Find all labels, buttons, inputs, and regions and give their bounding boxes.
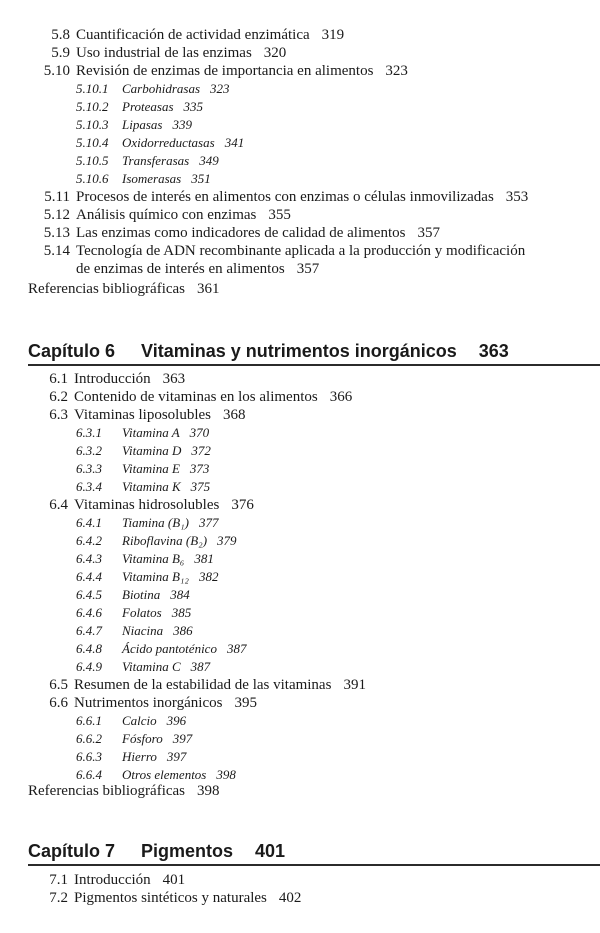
entry-page: 401 (162, 872, 186, 888)
entry-page: 357 (296, 261, 320, 277)
toc-subentry (76, 550, 214, 568)
entry-number: 6.4.1 (76, 515, 102, 530)
toc-subentry (76, 532, 237, 550)
toc-entry (28, 44, 286, 62)
entry-title: Vitamina B₁₂ (122, 569, 189, 584)
entry-title: Procesos de interés en alimentos con enzimas o células inmovilizadas (76, 189, 494, 205)
entry-number: 6.4.7 (76, 623, 102, 638)
entry-page: 397 (172, 731, 193, 746)
entry-page: 319 (321, 27, 345, 43)
references-line-ch5 (28, 280, 220, 298)
toc-subentry (76, 460, 209, 478)
entry-title: Vitaminas liposolubles (74, 407, 212, 423)
toc-subentry (76, 98, 203, 116)
toc-entry (28, 62, 408, 80)
entry-title: Vitamina D (122, 443, 182, 458)
entry-title: Vitamina K (122, 479, 181, 494)
entry-title: Vitamina C (122, 659, 181, 674)
toc-entry (28, 694, 257, 712)
entry-title: Ácido pantoténico (122, 641, 217, 656)
toc-subentry (76, 152, 219, 170)
toc-subentry (76, 748, 186, 766)
entry-number: 6.3.1 (76, 425, 102, 440)
entry-page: 395 (234, 695, 257, 711)
entry-title: Biotina (122, 587, 161, 602)
references-title: Referencias bibliográficas (28, 783, 186, 799)
entry-number: 6.6.1 (76, 713, 102, 728)
entry-page: 323 (385, 63, 408, 79)
entry-page: 381 (194, 551, 214, 566)
entry-page: 377 (199, 515, 219, 530)
entry-title: Folatos (122, 605, 162, 620)
toc-subentry (76, 712, 186, 730)
entry-page: 355 (268, 207, 291, 223)
entry-title: Niacina (122, 623, 164, 638)
entry-number: 5.10.6 (76, 171, 109, 186)
entry-title: de enzimas de interés en alimentos (76, 261, 285, 277)
entry-page: 320 (263, 45, 287, 61)
entry-number: 6.1 (49, 371, 68, 387)
references-page: 398 (197, 783, 220, 799)
entry-number: 6.6.2 (76, 731, 102, 746)
entry-number: 5.14 (43, 243, 70, 259)
entry-title: Análisis químico con enzimas (76, 207, 257, 223)
chapter-6-label: Capítulo 6 (28, 341, 116, 361)
entry-number: 5.10.5 (76, 153, 109, 168)
entry-title: Vitamina E (122, 461, 180, 476)
entry-title: Transferasas (122, 153, 190, 168)
entry-number: 7.2 (49, 890, 68, 906)
entry-number: 5.10.4 (76, 135, 109, 150)
entry-number: 6.5 (49, 677, 68, 693)
entry-title: Nutrimentos inorgánicos (74, 695, 223, 711)
entry-number: 6.2 (49, 389, 68, 405)
entry-title: Pigmentos sintéticos y naturales (74, 890, 267, 906)
entry-page: 387 (226, 641, 247, 656)
entry-number: 6.4.5 (76, 587, 102, 602)
entry-title: Carbohidrasas (122, 81, 201, 96)
entry-number: 6.3.3 (76, 461, 102, 476)
entry-number: 6.3 (49, 407, 68, 423)
entry-page: 396 (166, 713, 187, 728)
entry-title: Vitamina A (122, 425, 180, 440)
entry-title: Isomerasas (122, 171, 182, 186)
entry-page: 366 (329, 389, 353, 405)
entry-number: 6.3.2 (76, 443, 102, 458)
entry-number: 6.4 (49, 497, 68, 513)
entry-page: 363 (162, 371, 186, 387)
entry-page: 375 (190, 479, 211, 494)
entry-title: Tiamina (B₁) (122, 515, 189, 530)
toc-subentry (76, 514, 219, 532)
chapter-7-title: Pigmentos (141, 841, 234, 861)
toc-entry (28, 676, 366, 694)
entry-page: 384 (170, 587, 190, 602)
entry-title: Oxidorreductasas (122, 135, 215, 150)
entry-page: 385 (171, 605, 192, 620)
entry-page: 351 (191, 171, 211, 186)
entry-number: 5.9 (51, 45, 70, 61)
entry-page: 357 (417, 225, 440, 241)
entry-page: 341 (224, 135, 245, 150)
entry-title: Revisión de enzimas de importancia en alimentos (76, 63, 374, 79)
toc-subentry (76, 442, 211, 460)
references-line-ch6 (28, 782, 220, 800)
toc-subentry (76, 658, 210, 676)
entry-title: Fósforo (122, 731, 163, 746)
entry-title: Tecnología de ADN recombinante aplicada a la producción y modificación (76, 243, 526, 259)
entry-page: 372 (191, 443, 211, 458)
chapter-7-rule (28, 864, 600, 866)
toc-entry (28, 370, 185, 388)
entry-page: 379 (217, 533, 237, 548)
chapter-7-label: Capítulo 7 (28, 841, 116, 861)
chapter-6-rule (28, 364, 600, 366)
toc-subentry (76, 134, 244, 152)
entry-title: Vitaminas hidrosolubles (74, 497, 220, 513)
toc-entry (28, 406, 246, 424)
toc-subentry (76, 622, 193, 640)
entry-number: 6.6 (49, 695, 68, 711)
entry-page: 373 (189, 461, 210, 476)
entry-title: Introducción (74, 371, 151, 387)
toc-entry (28, 242, 525, 260)
entry-number: 5.10 (43, 63, 70, 79)
toc-subentry (76, 170, 211, 188)
toc-subentry (76, 424, 209, 442)
entry-page: 370 (189, 425, 210, 440)
entry-title: Proteasas (122, 99, 174, 114)
entry-title: Cuantificación de actividad enzimática (76, 27, 310, 43)
entry-title: Introducción (74, 872, 151, 888)
toc-entry (28, 496, 254, 514)
entry-title: Lipasas (122, 117, 163, 132)
entry-number: 6.4.2 (76, 533, 102, 548)
entry-page: 402 (278, 890, 302, 906)
toc-entry (28, 889, 301, 907)
entry-page: 382 (198, 569, 219, 584)
entry-number: 6.3.4 (76, 479, 102, 494)
entry-title: Uso industrial de las enzimas (76, 45, 252, 61)
toc-subentry (76, 640, 246, 658)
entry-number: 6.4.9 (76, 659, 102, 674)
entry-title: Resumen de la estabilidad de las vitaminas (74, 677, 332, 693)
entry-page: 398 (216, 767, 236, 782)
chapter-7-page: 401 (255, 841, 286, 861)
chapter-6-heading (28, 340, 600, 362)
entry-number: 5.13 (43, 225, 70, 241)
chapter-7-heading (28, 840, 600, 862)
toc-entry (28, 224, 440, 242)
chapter-6-title: Vitaminas y nutrimentos inorgánicos (141, 341, 457, 361)
toc-subentry (76, 604, 191, 622)
entry-title: Las enzimas como indicadores de calidad de alimentos (76, 225, 406, 241)
entry-number: 5.10.2 (76, 99, 109, 114)
entry-number: 5.10.1 (76, 81, 109, 96)
entry-page: 386 (173, 623, 193, 638)
entry-number: 6.4.6 (76, 605, 102, 620)
toc-subentry (76, 730, 192, 748)
entry-page: 397 (166, 749, 187, 764)
toc-entry (28, 26, 344, 44)
toc-subentry (76, 80, 230, 98)
entry-number: 6.6.3 (76, 749, 102, 764)
entry-number: 6.4.3 (76, 551, 102, 566)
toc-entry (28, 206, 291, 224)
toc-subentry (76, 116, 192, 134)
entry-number: 6.4.4 (76, 569, 102, 584)
toc-subentry (76, 568, 218, 586)
entry-page: 339 (172, 117, 192, 132)
toc-entry (28, 188, 528, 206)
entry-number: 6.6.4 (76, 767, 102, 782)
toc-subentry (76, 586, 190, 604)
entry-page: 323 (210, 81, 230, 96)
toc-entry (28, 871, 185, 889)
entry-title: Hierro (122, 749, 157, 764)
references-title: Referencias bibliográficas (28, 281, 186, 297)
toc-entry (28, 388, 352, 406)
chapter-6-page: 363 (478, 341, 509, 361)
entry-title: Riboflavina (B₂) (122, 533, 208, 548)
entry-title: Contenido de vitaminas en los alimentos (74, 389, 318, 405)
entry-page: 391 (343, 677, 366, 693)
entry-number: 5.12 (43, 207, 70, 223)
entry-page: 368 (223, 407, 246, 423)
entry-title: Otros elementos (122, 767, 207, 782)
entry-number: 5.8 (51, 27, 70, 43)
toc-subentry (76, 478, 210, 496)
entry-page: 353 (505, 189, 529, 205)
entry-number: 7.1 (49, 872, 68, 888)
entry-page: 376 (231, 497, 254, 513)
entry-number: 6.4.8 (76, 641, 102, 656)
toc-entry (28, 260, 319, 278)
references-page: 361 (197, 281, 220, 297)
entry-page: 349 (199, 153, 219, 168)
entry-number: 5.10.3 (76, 117, 109, 132)
entry-page: 387 (190, 659, 211, 674)
entry-number: 5.11 (44, 189, 70, 205)
entry-title: Vitamina B₆ (122, 551, 185, 566)
entry-page: 335 (183, 99, 204, 114)
entry-title: Calcio (122, 713, 157, 728)
